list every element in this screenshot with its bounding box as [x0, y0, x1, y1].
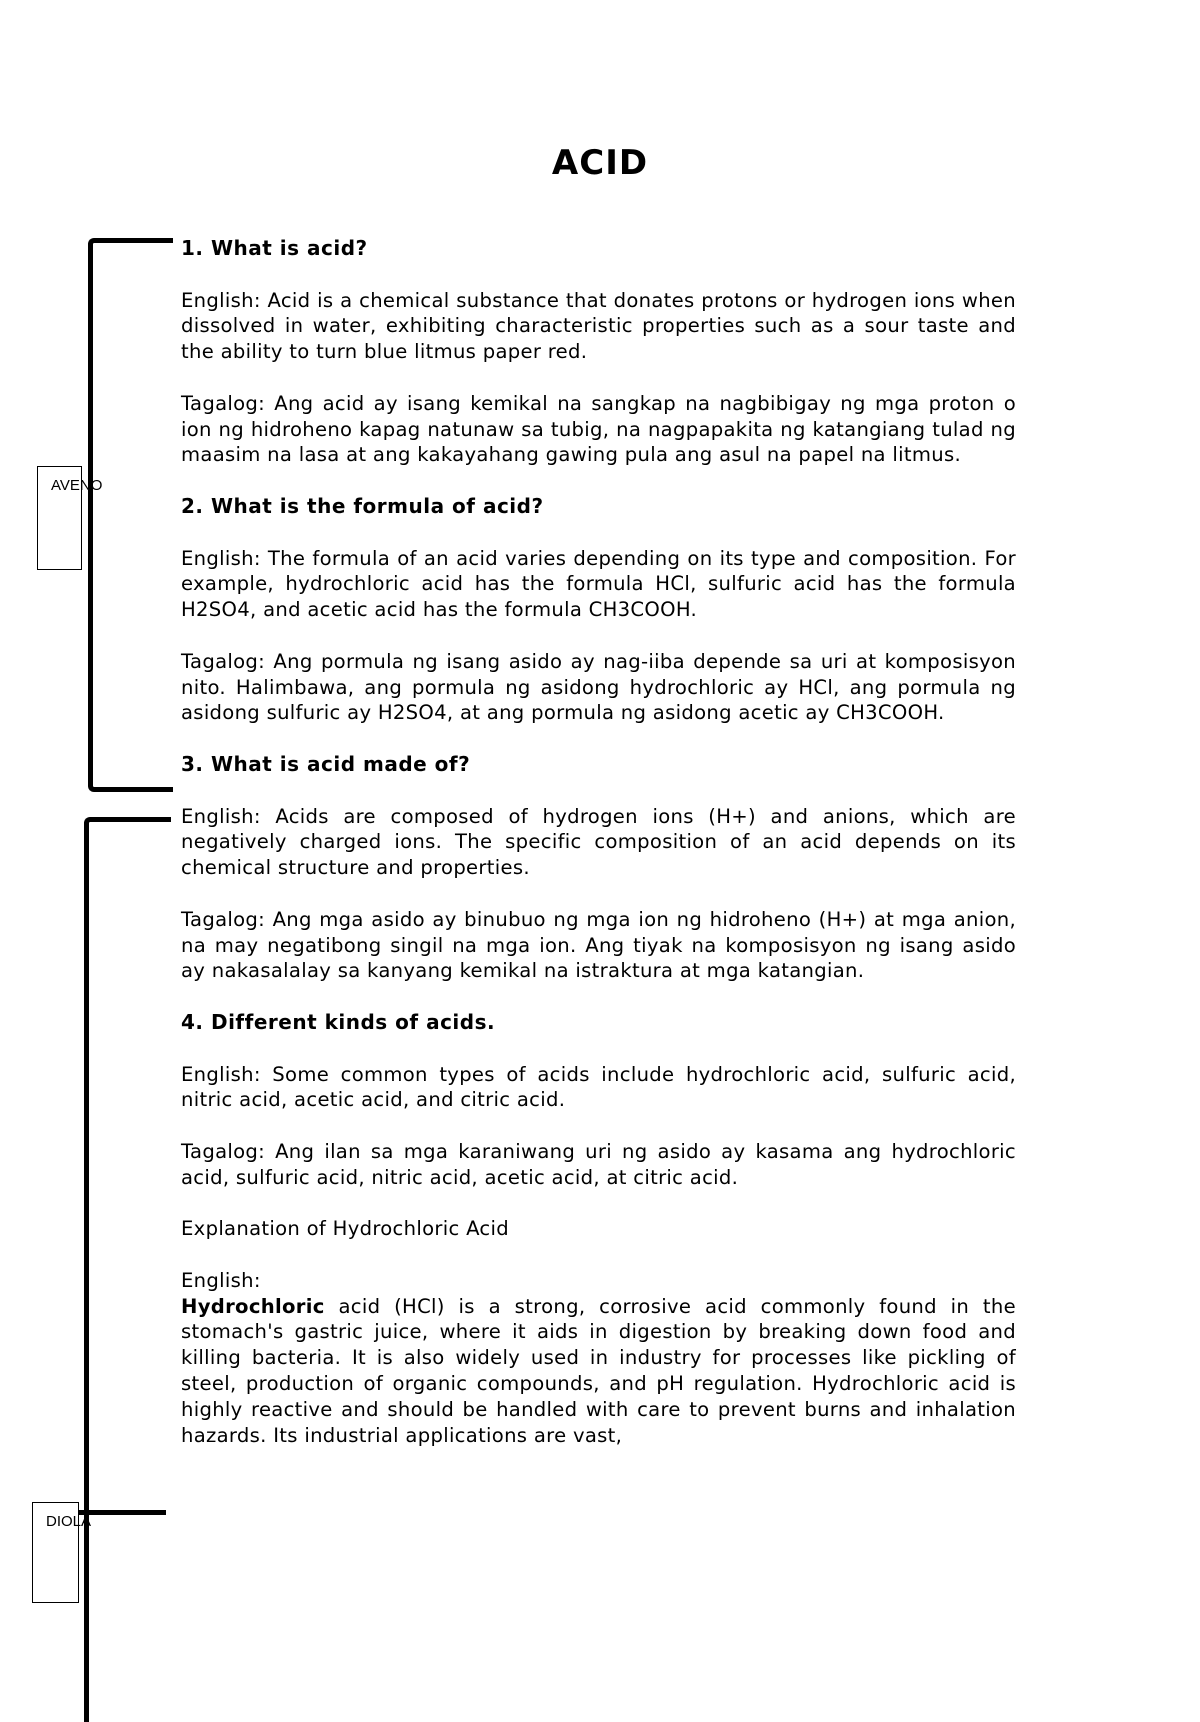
name-label-top: AVENO [51, 477, 103, 494]
english-paragraph: English: Acid is a chemical substance that donates protons or hydrogen ions when dissolved in water, exhibiting characteristic properties such as a sour taste and the ability to turn blue litmus paper red. [181, 288, 1016, 364]
subheading: Explanation of Hydrochloric Acid [181, 1217, 509, 1241]
section-heading: 4. Different kinds of acids. [181, 1009, 496, 1034]
section-bracket-bottom [84, 817, 171, 1722]
tagalog-paragraph: Tagalog: Ang ilan sa mga karaniwang uri ng asido ay kasama ang hydrochloric acid, sulfuric acid, nitric acid, acetic acid, at citric acid. [181, 1139, 1016, 1189]
tagalog-paragraph: Tagalog: Ang mga asido ay binubuo ng mga ion ng hidroheno (H+) at mga anion, na may negatibong singil na mga ion. Ang tiyak na komposisyon ng isang asido ay nakasalalay sa kanyang kemikal na istraktura at mga katangian. [181, 907, 1016, 983]
tagalog-paragraph: Tagalog: Ang pormula ng isang asido ay nag-iiba depende sa uri at komposisyon nito. Halimbawa, ang pormula ng asidong hydrochloric ay HCl, ang pormula ng asidong sulfuric ay H2SO4, at ang pormula ng asidong acetic ay CH3COOH. [181, 649, 1016, 725]
section-heading: 2. What is the formula of acid? [181, 493, 544, 518]
document-body [181, 236, 1016, 1474]
english-paragraph: English: Some common types of acids include hydrochloric acid, sulfuric acid, nitric acid, acetic acid, and citric acid. [181, 1062, 1016, 1112]
hcl-paragraph [181, 1294, 1016, 1449]
english-paragraph: English: Acids are composed of hydrogen ions (H+) and anions, which are negatively charged ions. The specific composition of an acid depends on its chemical structure and properties. [181, 804, 1016, 880]
section-bracket-tick [78, 1510, 166, 1515]
hcl-text: acid (HCl) is a strong, corrosive acid commonly found in the stomach's gastric juice, where it aids in digestion by breaking down food and killing bacteria. It is also widely used in industry for processes like pickling of steel, production of organic compounds, and pH regulation. Hydrochloric acid is highly reactive and should be handled with care to prevent burns and inhalation hazards. Its industrial applications are vast, [181, 1294, 1016, 1447]
document-title: ACID [551, 143, 649, 183]
bold-term: Hydrochloric [181, 1294, 325, 1318]
section-bracket-top [88, 238, 173, 792]
section-heading: 3. What is acid made of? [181, 751, 471, 776]
section-heading: 1. What is acid? [181, 236, 368, 260]
tagalog-paragraph: Tagalog: Ang acid ay isang kemikal na sangkap na nagbibigay ng mga proton o ion ng hidroheno kapag natunaw sa tubig, na nagpapakita ng katangiang tulad ng maasim na lasa at ang kakayahang gawing pula ang asul na papel na litmus. [181, 391, 1016, 467]
english-label: English: [181, 1268, 261, 1292]
english-paragraph: English: The formula of an acid varies depending on its type and composition. For example, hydrochloric acid has the formula HCl, sulfuric acid has the formula H2SO4, and acetic acid has the formula CH3COOH. [181, 546, 1016, 622]
name-label-bottom: DIOLA [46, 1513, 92, 1530]
